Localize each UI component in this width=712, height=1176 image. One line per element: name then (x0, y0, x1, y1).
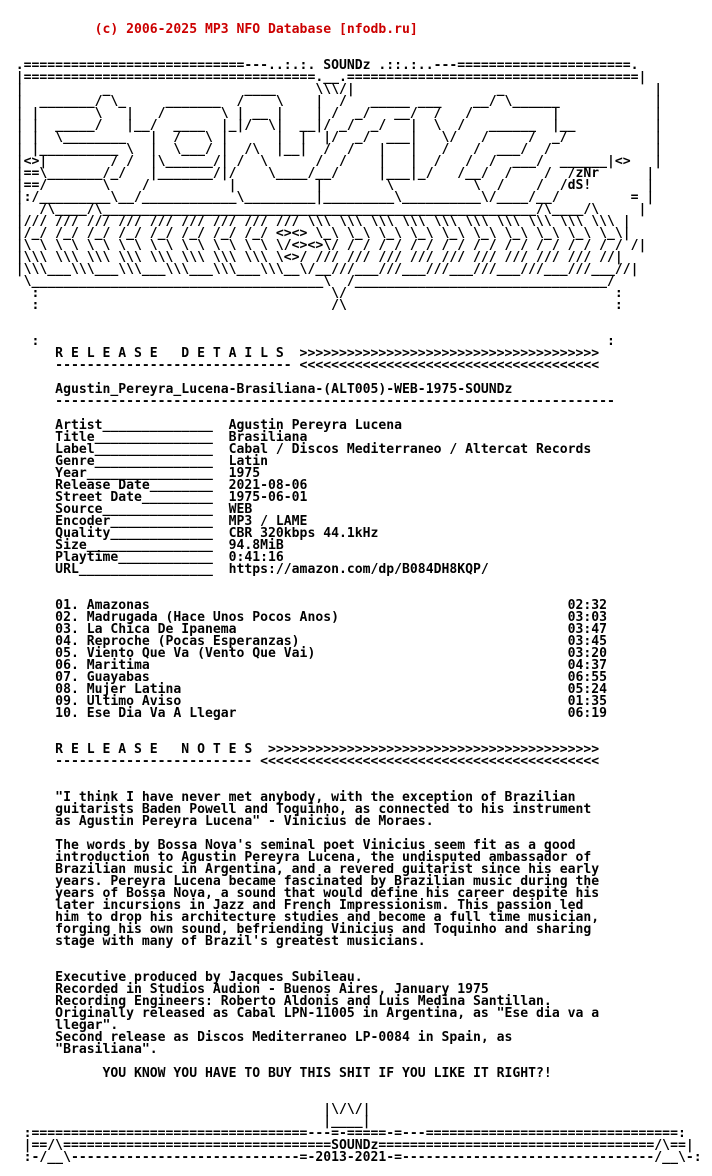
nfo-line: 05. Viento Que Va (Vento Que Vai) 03:20 (0, 646, 607, 661)
nfo-line (0, 1080, 712, 1092)
nfo-line: |____| (0, 1114, 371, 1129)
nfo-line: YOU KNOW YOU HAVE TO BUY THIS SHIT IF YOU LIKE IT RIGHT?! (0, 1066, 552, 1081)
nfo-line: later incursions in Jazz and French Impressionism. This passion led (0, 898, 584, 913)
nfo-line: Title_______________ Brasiliana (0, 430, 308, 445)
soundz-logo-art: .============================---..:.:. SOUNDz .::.:..---======================. |=====================================.__.=====================================| | _ ____ \\\/| _ | | _______/ \_ _______ / \ | / _____ ___ __/ \______ | | | \ | / \ | __ | | / _/ __/ / / | | | | _____/ |__/ ____ |_|/ \| __|/ _/ _/ | \ / ______ |__ | | | \________ | / \ | | | |/ _/ ___| \/ / / _/ | | |__________ \ | \___/ | /\ |__| / / | | / / ___/ / | |<>| / / |\______/| / \ / / | | / / / ___/ ______|<> | |==\_______/_/ |_______/|/ \____/__/ |___|_/ /__/ / / /zNr | |==/ \ / | | \ \ / / /dS! | |:/_________\__/____________\_________|_________\__________\/____/__/ = | | /\____/\_______________________________________________________/\____/\ | |/// /// /// /// /// /// /// /// /// \\\ \\\ \\\ \\\ \\\ \\\ \\\ \\\ \\\ \\\ | |/_/ /_/ /_/ /_/ /_/ /_/ /_/ /_/ <><> \_\ \_\ \_\ \_\ \_\ \_\ \_\ \_\ \_\ \_\| |\ \ \ \ \ \ \ \ \ \ \ \ \ \ \ \ \/<><>\/ / / / / / / / / / / / / / / / / / / /| |\\\ \\\ \\\ \\\ \\\ \\\ \\\ \\\ \<>/ /// /// /// /// /// /// /// /// /// //| |\\\___\\\___\\\___\\\___\\\___\\\__\/__///___///___///___///___///___///___//| \_____________________________________\ /________________________________/ : \/ : : /\ : (15, 58, 663, 313)
nfo-line: 06. Maritima 04:37 (0, 658, 607, 673)
nfo-line: Release Date________ 2021-08-06 (0, 478, 308, 493)
nfo-line: Street Date_________ 1975-06-01 (0, 490, 308, 505)
nfo-line: years of Bossa Nova, a sound that would define his career despite his (0, 886, 600, 901)
nfo-line: ------------------------------ <<<<<<<<<<<<<<<<<<<<<<<<<<<<<<<<<<<<<< (0, 358, 600, 373)
nfo-line: :-/__\-----------------------------=-2013-2021-=--------------------------------/__\-: (0, 1150, 702, 1165)
nfo-line (0, 768, 712, 780)
nfo-line: "Brasiliana". (0, 1042, 158, 1057)
nfo-line: stage with many of Brazil's greatest musicians. (0, 934, 426, 949)
nfo-line: "I think I have never met anybody, with the exception of Brazilian (0, 790, 576, 805)
nfo-content (0, 336, 712, 1164)
site-header: (c) 2006-2025 MP3 NFO Database [nfodb.ru] (0, 22, 418, 37)
nfo-line: Encoder_____________ MP3 / LAME (0, 514, 308, 529)
nfo-line: years. Pereyra Lucena became fascinated by Brazilian music during the (0, 874, 600, 889)
nfo-line: Size________________ 94.8MiB (0, 538, 284, 553)
nfo-line (0, 576, 712, 588)
nfo-line: The words by Bossa Nova's seminal poet Vinicius seem fit as a good (0, 838, 576, 853)
nfo-line: 04. Reproche (Pocas Esperanzas) 03:45 (0, 634, 607, 649)
nfo-line (0, 948, 712, 960)
nfo-line: Year________________ 1975 (0, 466, 261, 481)
nfo-line: 02. Madrugada (Hace Unos Pocos Anos) 03:03 (0, 610, 607, 625)
nfo-line: 07. Guayabas 06:55 (0, 670, 607, 685)
nfo-line: R E L E A S E D E T A I L S >>>>>>>>>>>>>>>>>>>>>>>>>>>>>>>>>>>>>> (0, 346, 600, 361)
nfo-line: R E L E A S E N O T E S >>>>>>>>>>>>>>>>>>>>>>>>>>>>>>>>>>>>>>>>>> (0, 742, 600, 757)
nfo-line: 10. Ese Dia Va A Llegar 06:19 (0, 706, 607, 721)
nfo-line: Executive produced by Jacques Subileau. (0, 970, 363, 985)
nfo-line: Source______________ WEB (0, 502, 253, 517)
nfo-line: ----------------------------------------------------------------------- (0, 394, 615, 409)
nfo-line: forging his own sound, befriending Vinicius and Toquinho and sharing (0, 922, 592, 937)
nfo-line: ------------------------- <<<<<<<<<<<<<<<<<<<<<<<<<<<<<<<<<<<<<<<<<<< (0, 754, 600, 769)
nfo-line: Playtime____________ 0:41:16 (0, 550, 284, 565)
nfo-line: |\/\/| (0, 1102, 371, 1117)
nfo-line: Agustin_Pereyra_Lucena-Brasiliana-(ALT005)-WEB-1975-SOUNDz (0, 382, 513, 397)
nfo-line: Recorded in Studios Audion - Buenos Aires, January 1975 (0, 982, 489, 997)
nfo-line: 01. Amazonas 02:32 (0, 598, 607, 613)
nfo-line: introduction to Agustin Pereyra Lucena, the undisputed ambassador of (0, 850, 592, 865)
nfo-line: guitarists Baden Powell and Toquinho, as connected to his instrument (0, 802, 592, 817)
nfo-line: 09. Ultimo Aviso 01:35 (0, 694, 607, 709)
nfo-line: |==/\==================================SOUNDz===================================/\==| (0, 1138, 694, 1153)
nfo-line: :===================================---=-=====-=---================================: (0, 1126, 686, 1141)
nfo-line: llegar". (0, 1018, 119, 1033)
nfo-line: Brazilian music in Argentina, and a revered guitarist since his early (0, 862, 600, 877)
nfo-line (0, 720, 712, 732)
nfo-line: Label_______________ Cabal / Discos Mediterraneo / Altercat Records (0, 442, 592, 457)
nfo-line: 03. La Chica De Ipanema 03:47 (0, 622, 607, 637)
nfo-line: Quality_____________ CBR 320kbps 44.1kHz (0, 526, 379, 541)
nfo-line: Genre_______________ Latin (0, 454, 269, 469)
nfo-line: : : (0, 334, 615, 349)
nfo-line: him to drop his architecture studies and become a full time musician, (0, 910, 600, 925)
nfo-line: Recording Engineers: Roberto Aldonis and Luis Medina Santillan. (0, 994, 552, 1009)
nfo-line: as Agustin Pereyra Lucena" - Vinicius de Moraes. (0, 814, 434, 829)
nfo-line: Originally released as Cabal LPN-11005 in Argentina, as "Ese dia va a (0, 1006, 600, 1021)
nfo-line: 08. Mujer Latina 05:24 (0, 682, 607, 697)
nfo-line: URL_________________ https://amazon.com/dp/B084DH8KQP/ (0, 562, 489, 577)
nfo-line: Artist______________ Agustin Pereyra Lucena (0, 418, 403, 433)
nfo-line: Second release as Discos Mediterraneo LP-0084 in Spain, as (0, 1030, 513, 1045)
